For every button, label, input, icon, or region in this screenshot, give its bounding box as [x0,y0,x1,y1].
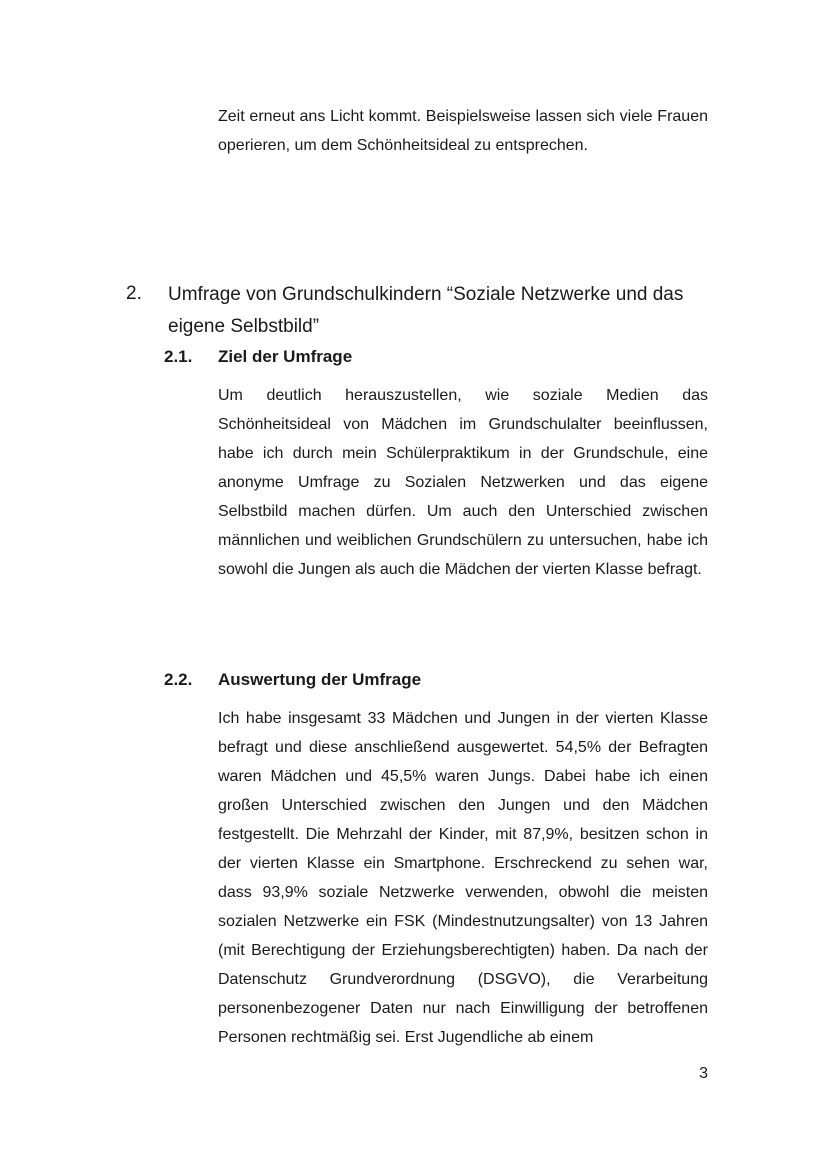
intro-paragraph: Zeit erneut ans Licht kommt. Beispielsweise lassen sich viele Frauen operieren, um dem Schönheitsideal zu entsprechen. [218,108,708,154]
section-2-2-number: 2.2. [164,670,193,689]
section-2-1-heading: Ziel der Umfrage [218,347,353,366]
section-2-1-paragraph: Um deutlich herauszustellen, wie soziale Medien das Schönheitsideal von Mädchen im Grundschulalter beeinflussen, habe ich durch mein Schülerpraktikum in der Grundschule, eine anonyme Umfrage zu Sozialen Netzwerken und das eigene Selbstbild machen dürfen. Um auch den Unterschied zwischen männlichen und weiblichen Grundschülern zu untersuchen, habe ich sowohl die Jungen als auch die Mädchen der vierten Klasse befragt. [218,387,708,578]
section-2-number: 2. [126,283,142,304]
page-number: 3 [699,1065,708,1082]
section-2-2-paragraph: Ich habe insgesamt 33 Mädchen und Jungen in der vierten Klasse befragt und diese anschließend ausgewertet. 54,5% der Befragten waren Mädchen und 45,5% waren Jungs. Dabei habe ich einen großen Unterschied zwischen den Jungen und den Mädchen festgestellt. Die Mehrzahl der Kinder, mit 87,9%, besitzen schon in der vierten Klasse ein Smartphone. Erschreckend zu sehen war, dass 93,9% soziale Netzwerke verwenden, obwohl die meisten sozialen Netzwerke ein FSK (Mindestnutzungsalter) von 13 Jahren (mit Berechtigung der Erziehungsberechtigten) haben. Da nach der Datenschutz Grundverordnung (DSGVO), die Verarbeitung personenbezogener Daten nur nach Einwilligung der betroffenen Personen rechtmäßig sei. Erst Jugendliche ab einem [218,710,708,1046]
section-2-1-number: 2.1. [164,347,193,366]
section-2-2-heading: Auswertung der Umfrage [218,670,422,689]
section-2-heading: Umfrage von Grundschulkindern “Soziale Netzwerke und das eigene Selbstbild” [168,284,684,337]
